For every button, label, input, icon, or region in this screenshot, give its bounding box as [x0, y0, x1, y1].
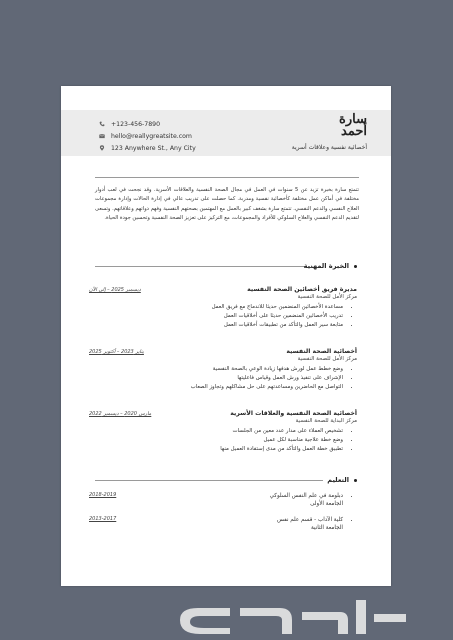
- phone-text: +123-456-7890: [111, 120, 161, 128]
- job-date: مارس 2020 – ديسمبر 2022: [89, 411, 152, 417]
- divider: [95, 266, 307, 267]
- school: الجامعة الثانية: [311, 525, 343, 532]
- first-name: سارة: [339, 112, 367, 127]
- job-bullet: • تطبيق خطة العمل والتأكد من مدى إستفادة العميل منها: [89, 445, 343, 454]
- job-date: ديسمبر 2025 – إلى الآن: [89, 287, 141, 293]
- job-role: مديرة فريق أخصائين الصحة النفسية: [247, 286, 357, 293]
- job-bullet: • وضع خطة علاجية مناسبة لكل عميل: [89, 436, 343, 445]
- last-name: أحمد: [341, 124, 367, 139]
- education-entry: [89, 516, 357, 533]
- address-text: 123 Anywhere St., Any City: [111, 144, 196, 152]
- full-name: [339, 114, 367, 138]
- job-bullet: • تدريب الأخصائين المنضمين حديثا على أخلاقيات العمل: [89, 312, 343, 321]
- degree: • دبلومة في علم النفس السلوكي الجامعة الأولى: [270, 492, 343, 509]
- experience-heading: الخبرة المهنية: [304, 262, 357, 270]
- summary-text: تتمتع سارة بخبرة تزيد عن 5 سنوات في العمل في مجال الصحة النفسية والعلاقات الأسرية. وقد نجحت في لعب أدوار مختلفة في أماكن عمل مختلفة كأخصائية نفسية ومدربة. كما حصلت على تدريب عالي في إدارة الحالات وإدارة مجموعات العلاج النفسي والدعم النفسي. تتمتع سارة بشغف كبير بالعمل مع المهتمين بصحتهم النفسية وفهم ذواتهم وعلاقاتهم. وتسعى لتقديم الدعم النفسي والعلاج السلوكي للأفراد والمجموعات، مع التركيز على تعزيز الصحة النفسية وتحسين جودة الحياة.: [95, 187, 359, 221]
- contact-block: [99, 118, 196, 154]
- resume-page: [61, 86, 391, 586]
- job-entry: [89, 410, 357, 453]
- school: الجامعة الأولى: [310, 501, 343, 508]
- education-date: 2013-2017: [89, 516, 117, 522]
- job-org: مركز البداية للصحة النفسية: [295, 418, 357, 424]
- bullet-dot-icon: [354, 479, 357, 482]
- divider: [95, 480, 323, 481]
- job-role: أخصائية الصحة النفسية والعلاقات الأسرية: [230, 410, 357, 417]
- mail-icon: [99, 133, 105, 139]
- degree: • كلية الآداب - قسم علم نفس الجامعة الثانية: [277, 516, 343, 533]
- education-heading: التعليم: [327, 476, 357, 484]
- phone-icon: [99, 121, 105, 127]
- location-pin-icon: [99, 145, 105, 151]
- education-entry: [89, 492, 357, 509]
- divider: [95, 177, 359, 178]
- job-org: مركز الأمل للصحة النفسية: [297, 294, 357, 300]
- job-bullet: • تشخيص العملاء على مدار عدد معين من الجلسات: [89, 427, 343, 436]
- job-bullet: • مساعدة الأخصائين المنضمين حديثا للاندماج مع فريق العمل: [89, 303, 343, 312]
- job-entry: [89, 348, 357, 391]
- job-role: أخصائية الصحة النفسية: [286, 348, 357, 355]
- job-bullet: • التواصل مع الحاضرين ومساعدتهم على حل مشاكلهم وتجاوز الصعاب: [89, 383, 343, 392]
- job-date: يناير 2023 – أكتوبر 2025: [89, 349, 144, 355]
- haraj-watermark-logo: [170, 590, 410, 635]
- email-text: hello@reallygreatsite.com: [111, 132, 192, 140]
- education-date: 2018-2019: [89, 492, 117, 498]
- contact-email: [99, 130, 196, 142]
- job-org: مركز الأمل للصحة النفسية: [297, 356, 357, 362]
- contact-address: [99, 142, 196, 154]
- bullet-dot-icon: [354, 265, 357, 268]
- job-bullet: • وضع خطط عمل لورش هدفها زيادة الوعي بالصحة النفسية: [89, 365, 343, 374]
- contact-phone: [99, 118, 196, 130]
- job-entry: [89, 286, 357, 329]
- job-bullet: • الإشراف على تنفيذ ورش العمل وقياس فاعليتها: [89, 374, 343, 383]
- job-bullet: • متابعة سير العمل والتأكد من تطبيقات أخلاقيات العمل: [89, 321, 343, 330]
- job-title: أخصائية نفسية وعلاقات أسرية: [291, 144, 367, 151]
